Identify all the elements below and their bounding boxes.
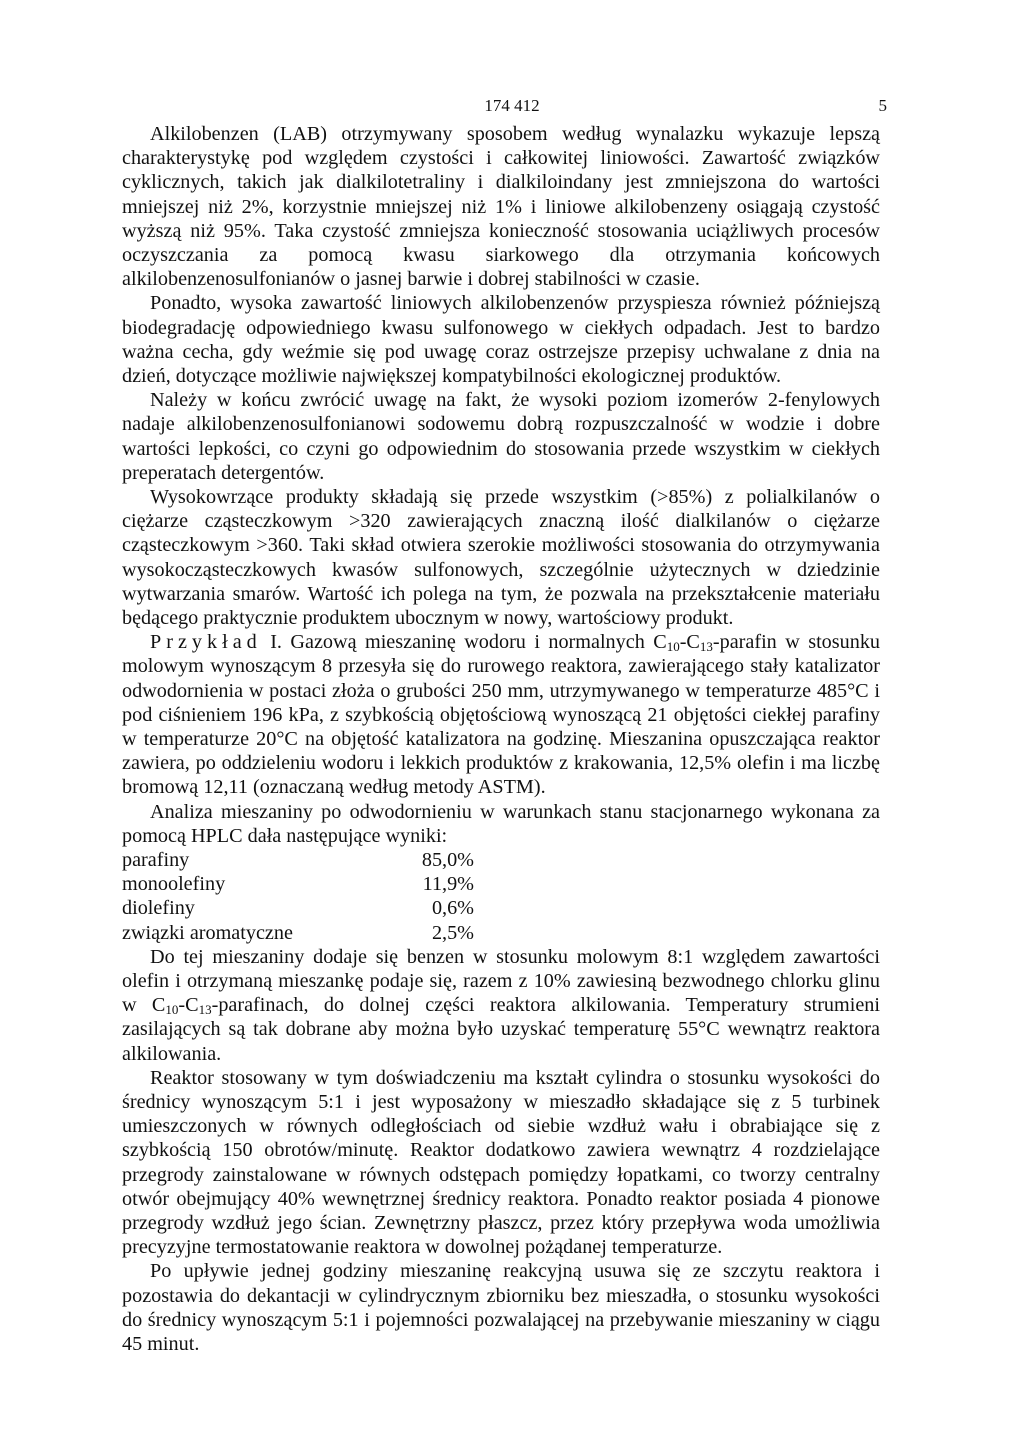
result-value: 2,5% — [431, 921, 474, 944]
result-value: 11,9% — [422, 873, 474, 896]
paragraph-benzene — [122, 945, 880, 1066]
result-value: 85,0% — [421, 849, 474, 872]
benzene-text-c: -parafinach, do dolnej części reaktora alkilowania. Temperatury strumieni zasilających są tak dobrane aby można było uzyskać temperaturę 55°C wewnątrz reaktora alkilowania. — [122, 994, 880, 1065]
paragraph-3: Należy w końcu zwrócić uwagę na fakt, że wysoki poziom izomerów 2-fenylowych nadaje alkilobenzenosulfonianowi sodowemu dobrą rozpuszczalność w wodzie i dobre wartości lepkości, co czyni go odpowiednim do stosowania przede wszystkim w ciekłych preperatach detergentów. — [122, 389, 880, 484]
paragraph-2: Ponadto, wysoka zawartość liniowych alkilobenzenów przyspiesza również późniejszą biodegradację odpowiedniego kwasu sulfonowego w ciekłych odpadach. Jest to bardzo ważna cecha, gdy weźmie się pod uwagę coraz ostrzejsze przepisy uchwalane z dnia na dzień, dotyczące możliwie największej kompatybilności ekologicznej produktów. — [122, 292, 880, 388]
results-row — [122, 872, 880, 896]
example-text-a: Gazową mieszaninę wodoru i normalnych C — [290, 631, 667, 654]
paragraph-example — [122, 630, 880, 799]
result-name: związki aromatyczne — [122, 921, 293, 944]
page-header — [0, 96, 1024, 120]
body-text — [122, 122, 880, 1356]
benzene-text-b: -C — [178, 994, 199, 1017]
subscript: 10 — [165, 1002, 179, 1018]
subscript: 10 — [666, 639, 680, 655]
result-name: monoolefiny — [122, 873, 226, 896]
example-label: Przykład — [150, 631, 262, 654]
paragraph-1: Alkilobenzen (LAB) otrzymywany sposobem według wynalazku wykazuje lepszą charakterystykę pod względem czystości i całkowitej liniowości. Zawartość związków cyklicznych, takich jak dialkilotetraliny i dialkiloindany jest zmniejszona do wartości mniejszej niż 2%, korzystnie mniejszej niż 1% i liniowe alkilobenzeny osiągają czystość wyższą niż 95%. Taka czystość zmniejsza konieczność stosowania uciążliwych procesów oczyszczania za pomocą kwasu siarkowego dla otrzymania końcowych alkilobenzenosulfonianów o jasnej barwie i dobrej stabilności w czasie. — [122, 123, 880, 291]
results-table — [122, 848, 880, 945]
paragraph-decantation: Po upływie jednej godziny mieszaninę reakcyjną usuwa się ze szczytu reaktora i pozostawia do dekantacji w cylindrycznym zbiorniku bez mieszadła, o stosunku wysokości do średnicy wynoszącym 5:1 i pojemności pozwalającej na przebywanie mieszaniny w ciągu 45 minut. — [122, 1260, 880, 1356]
result-value: 0,6% — [431, 897, 474, 920]
paragraph-analysis: Analiza mieszaniny po odwodornieniu w warunkach stanu stacjonarnego wykonana za pomocą HPLC dała następujące wyniki: — [122, 800, 880, 847]
example-text-b: -C — [679, 631, 700, 654]
paragraph-reactor: Reaktor stosowany w tym doświadczeniu ma kształt cylindra o stosunku wysokości do średnicy wynoszącym 5:1 i jest wyposażony w mieszadło składające się z 5 turbinek umieszczonych w równych odległościach od siebie wzdłuż wału i obrabiające się z szybkością 150 obrotów/minutę. Reaktor dodatkowo zawiera wewnątrz 4 rozdzielające przegrody zainstalowane w równych odstępach pomiędzy łopatkami, co tworzy centralny otwór obejmujący 40% wewnętrznej średnicy reaktora. Ponadto reaktor posiada 4 pionowe przegrody wzdłuż jego ścian. Zewnętrzny płaszcz, przez który przepływa woda umożliwia precyzyjne termostatowanie reaktora w dowolnej pożądanej temperaturze. — [122, 1066, 880, 1259]
benzene-text-a: Do tej mieszaniny dodaje się benzen w stosunku molowym 8:1 względem zawartości olefin i otrzymaną mieszankę podaje się, razem z 10% zawiesiną bezwodnego chlorku glinu w C — [122, 945, 880, 1017]
subscript: 13 — [699, 639, 713, 655]
results-row — [122, 896, 880, 920]
page-number: 5 — [878, 96, 887, 115]
results-row — [122, 848, 880, 872]
results-row — [122, 921, 880, 945]
result-name: parafiny — [122, 849, 190, 872]
subscript: 13 — [198, 1002, 212, 1018]
result-name: diolefiny — [122, 897, 195, 920]
example-text-c: -parafin w stosunku molowym wynoszącym 8 przesyła się do rurowego reaktora, zawierającego stały katalizator odwodornienia w postaci złoża o grubości 250 mm, utrzymywanego w temperaturze 485°C i pod ciśnieniem 196 kPa, z szybkością objętościową wynoszącą 21 objętości ciekłej parafiny w temperaturze 20°C na objętość katalizatora na godzinę. Mieszanina opuszczająca reaktor zawiera, po oddzieleniu wodoru i lekkich produktów z krakowania, 12,5% olefin i ma liczbę bromową 12,11 (oznaczaną według metody ASTM). — [122, 631, 881, 799]
paragraph-4: Wysokowrzące produkty składają się przede wszystkim (>85%) z polialkilanów o ciężarze cząsteczkowym >320 zawierających znaczną ilość dialkilanów o ciężarze cząsteczkowym >360. Taki skład otwiera szerokie możliwości stosowania do otrzymywania wysokocząsteczkowych kwasów sulfonowych, szczególnie użytecznych w dziedzinie wytwarzania smarów. Wartość ich polega na tym, że pozwala na przekształcenie materiału będącego praktycznie produktem ubocznym w nowy, wartościowy produkt. — [122, 486, 880, 630]
patent-number: 174 412 — [484, 96, 540, 115]
example-number: I. — [270, 631, 282, 654]
